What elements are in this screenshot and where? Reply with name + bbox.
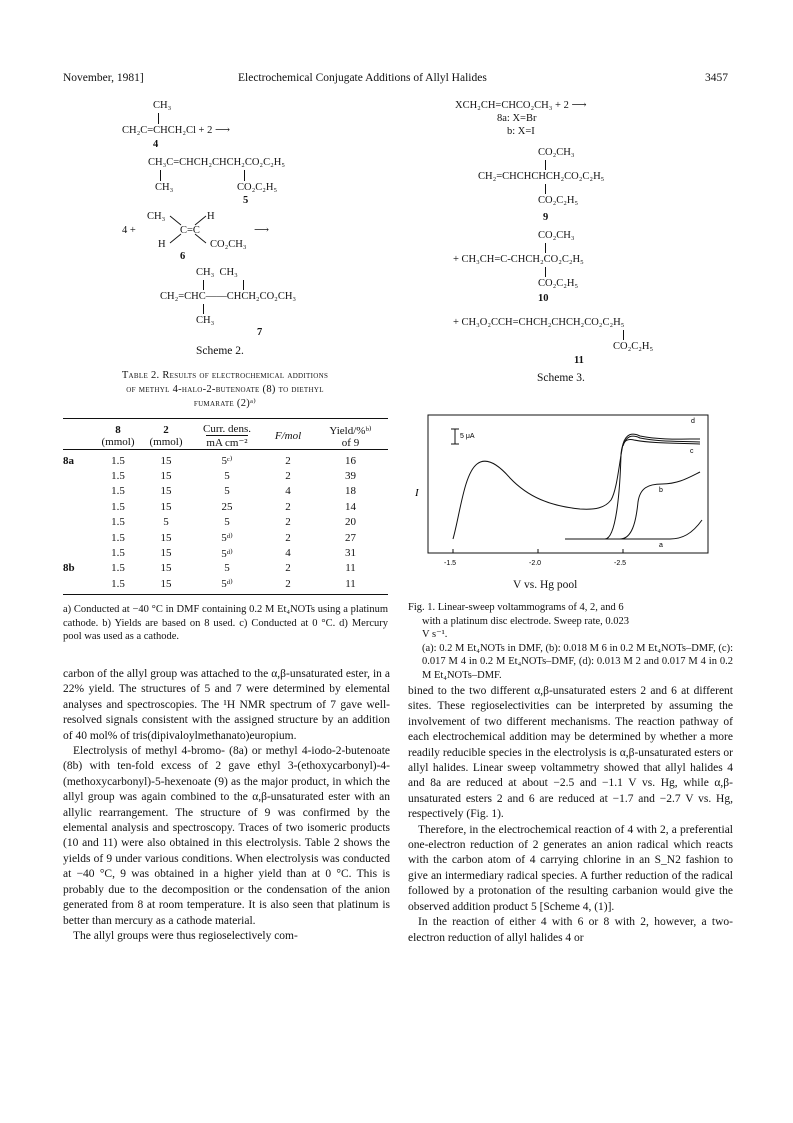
s2-product-5-ch3: CH₃ xyxy=(155,182,174,193)
table-cell: 31 xyxy=(345,547,356,560)
s3-reactant: XCH₂CH=CHCO₂CH₃ + 2 ⟶ xyxy=(455,100,587,111)
running-title: Electrochemical Conjugate Additions of Allyl Halides xyxy=(238,72,487,84)
right-column xyxy=(408,684,733,946)
table-row xyxy=(63,576,388,591)
table-row xyxy=(63,561,388,576)
left-column xyxy=(63,667,390,944)
table-cell: 1.5 xyxy=(111,485,125,498)
s2-label-6: 6 xyxy=(180,251,186,262)
curve-label-a: a xyxy=(659,542,663,549)
table-cell: 5 xyxy=(224,485,230,498)
s2-bond xyxy=(243,280,244,290)
table-cell: 5 xyxy=(224,562,230,575)
table-row xyxy=(63,530,388,545)
curve-c xyxy=(565,440,700,539)
table-cell: 15 xyxy=(160,531,172,544)
s2-product-5-sub: CO₂C₂H₅ xyxy=(237,182,278,193)
table-cell: 2 xyxy=(285,531,291,544)
table-cell: 11 xyxy=(345,577,356,590)
table-cell: 18 xyxy=(345,485,356,498)
table-cell: 5 xyxy=(163,516,169,529)
s3-label-9: 9 xyxy=(543,212,549,223)
table-cell xyxy=(63,468,95,483)
s2-bond xyxy=(203,304,204,314)
s2-bond xyxy=(158,113,159,124)
s2-eq2-ch3: CH₃ xyxy=(147,211,166,222)
s2-bond xyxy=(203,280,204,290)
s2-bond xyxy=(160,170,161,181)
curve-a xyxy=(565,520,702,539)
table-cell: 1.5 xyxy=(111,577,125,590)
table-cell: 25 xyxy=(221,500,233,513)
table-cell: 5ᵈ⁾ xyxy=(221,532,233,545)
s2-product-5: CH₃C=CHCH₂CHCH₂CO₂C₂H₅ xyxy=(148,157,285,168)
s2-product-7-ch3: CH₃ xyxy=(196,315,215,326)
table-row xyxy=(63,450,388,469)
table-cell: 1.5 xyxy=(111,547,125,560)
x-tick-2: -2.0 xyxy=(529,560,542,567)
table-2 xyxy=(63,418,388,595)
table-cell: 15 xyxy=(160,470,172,483)
curve-label-c: c xyxy=(690,448,694,455)
scheme-2-caption: Scheme 2. xyxy=(196,345,244,357)
x-tick-3: -2.5 xyxy=(614,560,627,567)
s2-label-5: 5 xyxy=(243,195,249,206)
s2-label-7: 7 xyxy=(257,327,263,338)
running-date: November, 1981] xyxy=(63,72,144,84)
s3-p9-sub: CO₂C₂H₅ xyxy=(538,195,579,206)
left-paragraph-2: Electrolysis of methyl 4-bromo- (8a) or methyl 4-iodo-2-butenoate (8b) with ten-fold excess of 2 gave ethyl 3-(ethoxycarbonyl)-4-(methoxycarbonyl)-5-hexenoate (9) as the major product, in which the allyl group was again combined to the α,β-unsaturated ester with an allylic rearrangement. The structure of 9 was confirmed by the elemental analysis and spectroscopy. Traces of two isomeric products (10 and 11) were also obtained in this electrolysis. Table 2 shows the yields of 9 under various conditions. When electrolysis was conducted at −40 °C, 9 was obtained in a higher yield than at 0 °C. This is probably due to the decomposition or the condensation of the anion generated from 8 at room temperature. It is also seen that platinum is better than mercury as a cathode material. xyxy=(63,745,390,927)
s2-eq2-co2ch3: CO₂CH₃ xyxy=(210,239,247,250)
table-cell: 15 xyxy=(160,500,172,513)
s3-p11: + CH₃O₂CCH=CHCH₂CHCH₂CO₂C₂H₅ xyxy=(453,317,625,328)
curve-d-shadow xyxy=(623,436,700,446)
table-cell: 11 xyxy=(345,562,356,575)
right-paragraph-3: In the reaction of either 4 with 6 or 8 with 2, however, a two-electron reduction of allyl halides 4 or xyxy=(408,916,733,944)
x-tick-1: -1.5 xyxy=(444,560,457,567)
table-cell: 8b xyxy=(63,562,75,575)
s3-bond xyxy=(545,267,546,277)
table-cell: 5ᶜ⁾ xyxy=(221,455,233,468)
s3-8a: 8a: X=Br xyxy=(497,113,537,124)
table-cell: 20 xyxy=(345,516,356,529)
table-cell: 5 xyxy=(224,470,230,483)
table-cell: 1.5 xyxy=(111,470,125,483)
table-cell: 5ᵈ⁾ xyxy=(221,578,233,591)
left-paragraph-1: carbon of the allyl group was attached to the α,β-unsaturated ester, in a 22% yield. The structures of 5 and 7 were determined by elemental analyses and spectroscopies. The ¹H NMR spectrum of 7 gave well-resolved signals consistent with the assigned structure by an addition of 40 mol% of tris(dipivaloylmethanato)europium. xyxy=(63,668,390,742)
s2-eq2-h-bot: H xyxy=(158,239,166,250)
table-cell: 16 xyxy=(345,454,356,467)
table-cell: 2 xyxy=(285,500,291,513)
table-row xyxy=(63,468,388,483)
table-cell xyxy=(63,545,95,560)
table-cell: 15 xyxy=(160,485,172,498)
table-cell: 5 xyxy=(224,516,230,529)
table-row xyxy=(63,545,388,560)
figure-1-caption: Fig. 1. Linear-sweep voltammograms of 4, 2, and 6 with a platinum disc electrode. Sweep rate, 0.023 V s⁻¹. (a): 0.2 M Et₄NOTs in DMF, (b): 0.018 M 6 in 0.2 M Et₄NOTs–DMF, (c): 0.017 M 4 in 0.2 M Et₄NOTs–DMF, (d): 0.013 M 2 and 0.017 M 4 in 0.2 M Et₄NOTs–DMF. xyxy=(408,602,733,681)
table-cell: 15 xyxy=(160,454,172,467)
s2-eq2-prefix: 4 + xyxy=(122,225,136,236)
s3-label-10: 10 xyxy=(538,293,549,304)
s3-p10-sub: CO₂C₂H₅ xyxy=(538,278,579,289)
s3-8b: b: X=I xyxy=(507,126,535,137)
x-axis-label: V vs. Hg pool xyxy=(513,579,578,591)
table-header-row: 8 (mmol) 2 (mmol) Curr. dens. mA cm⁻² F/mol Yield/%ᵇ⁾ of 9 xyxy=(63,419,388,450)
scheme-3-caption: Scheme 3. xyxy=(537,372,585,384)
s3-p10-top: CO₂CH₃ xyxy=(538,230,575,241)
s3-p11-sub: CO₂C₂H₅ xyxy=(613,341,654,352)
table-cell: 1.5 xyxy=(111,516,125,529)
table-cell: 15 xyxy=(160,577,172,590)
table-cell xyxy=(63,576,95,591)
table-2-grid xyxy=(63,419,388,592)
table-cell: 4 xyxy=(285,547,291,560)
right-paragraph-2: Therefore, in the electrochemical reaction of 4 with 2, a preferential one-electron reduction of 2 generates an anion radical which reacts with the carbon atom of 4 carrying chlorine in an S_N2 fashion to give an intermediary radical species. A further reduction of the radical followed by a protonation of the resulting carbanion would give the observed addition product 5 [Scheme 4, (1)]. xyxy=(408,823,733,913)
table-cell: 2 xyxy=(285,562,291,575)
left-paragraph-3: The allyl groups were thus regioselectively com- xyxy=(73,929,298,942)
s2-product-7: CH₂=CHC——CHCH₂CO₂CH₃ xyxy=(160,291,297,302)
page-number: 3457 xyxy=(705,72,728,84)
voltammogram-plot xyxy=(415,412,736,594)
table-2-footnote: a) Conducted at −40 °C in DMF containing 0.2 M Et₄NOTs using a platinum cathode. b) Yields are based on 8 used. c) Conducted at 0 °C. d) Mercury pool was used as a cathode. xyxy=(63,604,388,643)
curve-label-b: b xyxy=(659,487,663,494)
table-cell xyxy=(63,530,95,545)
curve-d xyxy=(453,434,700,539)
table-row xyxy=(63,484,388,499)
table-cell: 2 xyxy=(285,577,291,590)
curve-b xyxy=(565,472,700,539)
table-cell: 1.5 xyxy=(111,454,125,467)
s3-p10: + CH₃CH=C-CHCH₂CO₂C₂H₅ xyxy=(453,254,584,265)
s3-bond xyxy=(545,243,546,253)
table-cell: 8a xyxy=(63,454,74,467)
s3-p9: CH₂=CHCHCHCH₂CO₂C₂H₅ xyxy=(478,171,605,182)
right-paragraph-1: bined to the two different α,β-unsaturated esters 2 and 6 at different sites. These regioselectivities can be interpreted by assuming the involvement of two different mechanisms. The reaction pathway of each electrochemical addition may be determined by whether a more readily reducible species in the electrolysis is α,β-unsaturated esters or allyl halides. Linear sweep voltammetry showed that allyl halides 4 and 8a are reduced at about −2.5 and −1.1 V vs. Hg, while α,β-unsaturated esters 2 and 6 are reduced at −1.7 and −2.7 V vs. Hg, respectively (Fig. 1). xyxy=(408,685,733,821)
table-cell: 5ᵈ⁾ xyxy=(221,547,233,560)
table-cell xyxy=(63,515,95,530)
y-axis-label: I xyxy=(415,487,419,499)
table-cell: 2 xyxy=(285,470,291,483)
s2-ch3: CH₃ xyxy=(153,100,172,111)
s3-bond xyxy=(545,160,546,170)
table-row xyxy=(63,499,388,514)
table-cell: 2 xyxy=(285,454,291,467)
table-cell: 4 xyxy=(285,485,291,498)
table-row xyxy=(63,515,388,530)
table-cell: 1.5 xyxy=(111,562,125,575)
s3-p9-top: CO₂CH₃ xyxy=(538,147,575,158)
table-2-title: Table 2. Results of electrochemical additions of methyl 4-halo-2-butenoate (8) to diethyl fumarate (2)ᵃ⁾ xyxy=(121,370,329,409)
table-cell: 1.5 xyxy=(111,500,125,513)
table-cell: 1.5 xyxy=(111,531,125,544)
s2-product-7-top: CH₃ CH₃ xyxy=(196,267,238,278)
table-cell xyxy=(63,499,95,514)
s2-eq2-arrow: ⟶ xyxy=(254,225,270,236)
s3-label-11: 11 xyxy=(574,355,584,366)
s2-reactant: CH₂C=CHCH₂Cl + 2 ⟶ xyxy=(122,125,231,136)
s3-bond xyxy=(545,184,546,194)
table-cell: 27 xyxy=(345,531,356,544)
table-cell: 15 xyxy=(160,547,172,560)
table-cell: 39 xyxy=(345,470,356,483)
scale-label: 5 μA xyxy=(460,433,475,440)
table-cell: 2 xyxy=(285,516,291,529)
s2-bond xyxy=(244,170,245,181)
table-cell: 14 xyxy=(345,500,356,513)
figure-1 xyxy=(415,412,736,594)
curve-label-d: d xyxy=(691,418,695,425)
table-cell xyxy=(63,484,95,499)
s2-eq2-h-top: H xyxy=(207,211,215,222)
s3-bond xyxy=(623,330,624,340)
s2-eq2-cc: C=C xyxy=(180,225,200,236)
table-cell: 15 xyxy=(160,562,172,575)
s2-label-4: 4 xyxy=(153,139,159,150)
